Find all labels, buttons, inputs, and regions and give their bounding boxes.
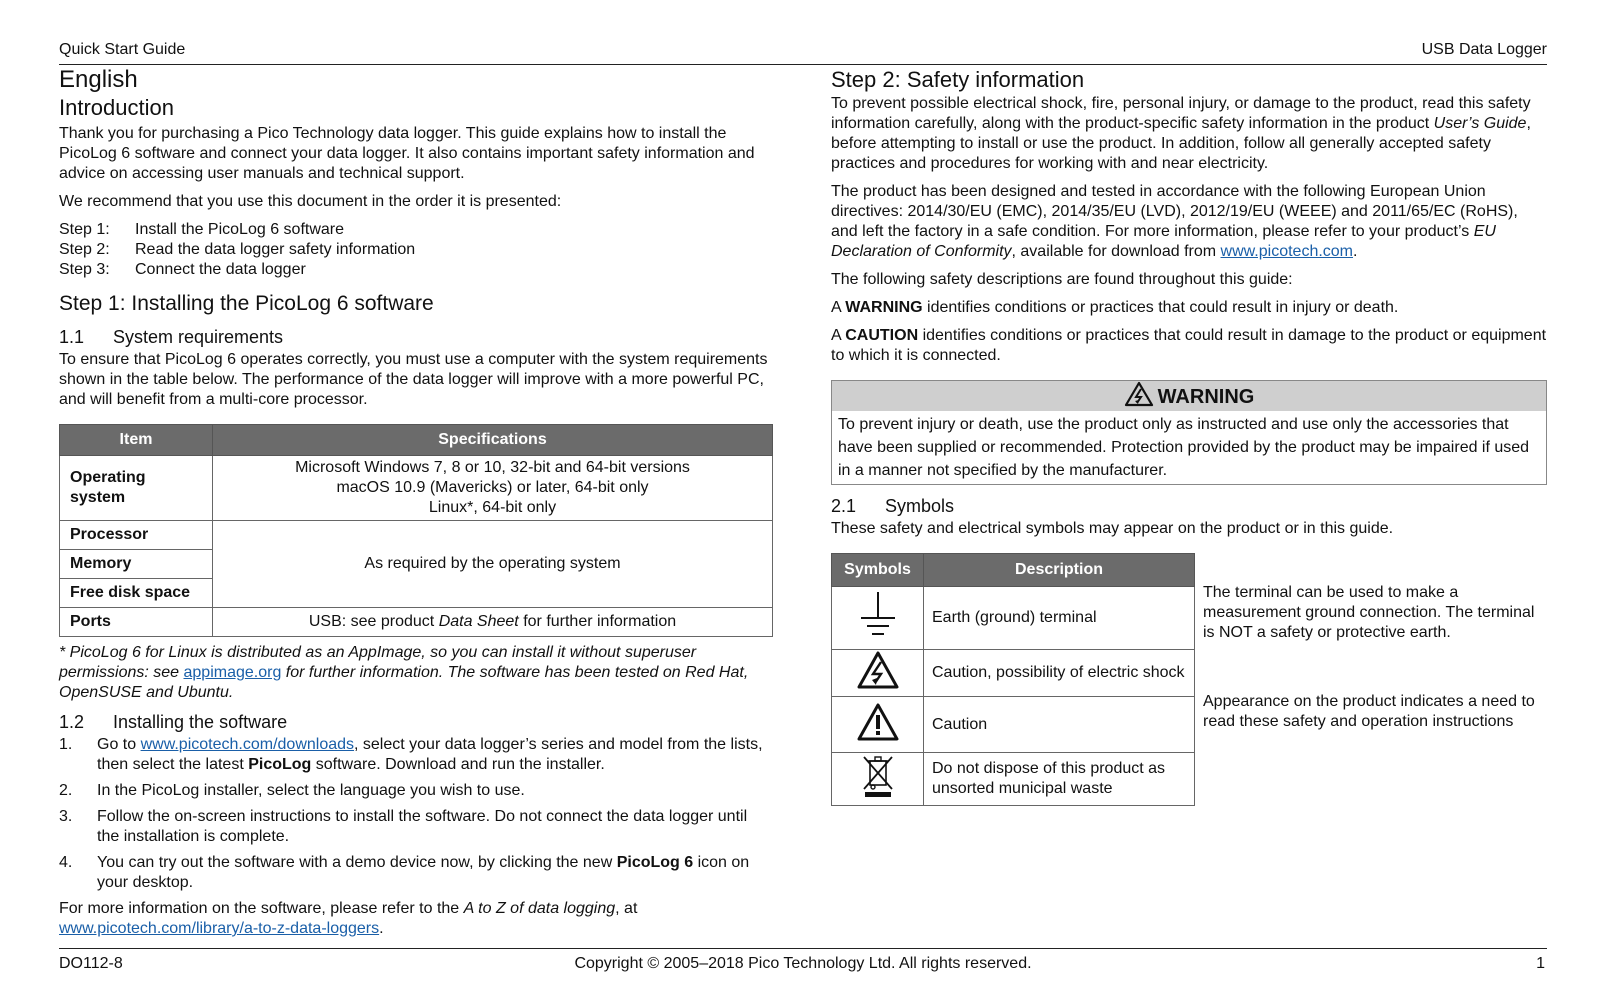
col-item: Item bbox=[60, 425, 213, 456]
earth-ground-icon bbox=[858, 590, 898, 640]
col-description: Description bbox=[924, 554, 1195, 587]
list-item: 2. In the PicoLog installer, select the language you wish to use. bbox=[59, 782, 525, 799]
left-column bbox=[59, 66, 773, 947]
sysreq-paragraph: To ensure that PicoLog 6 operates correctly, you must use a computer with the system requirements shown in the table below. The performance of the data logger will improve with a more powerful PC, and will benefit from a multi-core processor. bbox=[59, 351, 768, 408]
warning-text: To prevent injury or death, use the product only as instructed and use only the accessories that have been supplied or recommended. Protection provided by the product may be impaired if used in a manner not specified by the manufacturer. bbox=[838, 416, 1530, 479]
steps-list bbox=[59, 220, 773, 280]
caution-icon bbox=[856, 702, 900, 742]
weee-desc: Do not dispose of this product as unsorted municipal waste bbox=[924, 753, 1195, 806]
requirements-table bbox=[59, 424, 773, 637]
intro-heading: Introduction bbox=[59, 95, 174, 120]
caution-definition: A CAUTION identifies conditions or practices that could result in damage to the product or equipment to which it is connected. bbox=[831, 327, 1547, 364]
table-row bbox=[832, 587, 1195, 650]
list-item: 3. Follow the on-screen instructions to install the software. Do not connect the data logger until the installation is complete. bbox=[59, 808, 748, 845]
descriptions-paragraph: The following safety descriptions are found throughout this guide: bbox=[831, 271, 1293, 288]
table-row bbox=[832, 697, 1195, 753]
safety-paragraph: To prevent possible electrical shock, fire, personal injury, or damage to the product, read this safety information carefully, along with the product-specific safety information in the product User’s Guide, before attempting to install or use the product. In addition, follow all generally accepted safety practices and procedures for working with and near electricity. bbox=[831, 95, 1531, 172]
directives-paragraph: The product has been designed and tested in accordance with the following European Union directives: 2014/30/EU (EMC), 2014/35/EU (LVD), 2012/19/EU (WEEE) and 2011/65/EC (RoHS), and left the factory in a safe condition. For more information, please refer to your product’s EU Declaration of Conformity, available for download from www.picotech.com. bbox=[831, 183, 1518, 260]
os-spec: Microsoft Windows 7, 8 or 10, 32-bit and 64-bit versions macOS 10.9 (Mavericks) or later, 64-bit only Linux*, 64-bit only bbox=[213, 456, 773, 521]
warning-shock-icon bbox=[1124, 381, 1154, 407]
os-label: Operating system bbox=[60, 456, 213, 521]
electric-shock-icon bbox=[856, 650, 900, 690]
list-item: 1. Go to www.picotech.com/downloads, select your data logger’s series and model from the lists, then select the latest PicoLog software. Download and run the installer. bbox=[59, 736, 763, 773]
warning-box bbox=[831, 380, 1547, 485]
disk-label: Free disk space bbox=[60, 579, 213, 608]
page-header bbox=[59, 40, 1547, 65]
table-row bbox=[60, 608, 773, 637]
appimage-link[interactable]: appimage.org bbox=[183, 664, 282, 681]
warning-header: WARNING bbox=[832, 381, 1546, 411]
table-row bbox=[832, 650, 1195, 697]
symbols-paragraph: These safety and electrical symbols may appear on the product or in this guide. bbox=[831, 520, 1394, 537]
language-heading: English bbox=[59, 66, 138, 93]
as-required-cell: As required by the operating system bbox=[213, 521, 773, 608]
header-title: Quick Start Guide bbox=[59, 41, 186, 58]
doc-number: DO112-8 bbox=[59, 955, 123, 972]
warning-definition: A WARNING identifies conditions or practices that could result in injury or death. bbox=[831, 299, 1399, 316]
table-header-row bbox=[60, 425, 773, 456]
more-info-paragraph: For more information on the software, please refer to the A to Z of data logging, at www.picotech.com/library/a-to-z-data-loggers. bbox=[59, 900, 638, 937]
symbols-section bbox=[831, 553, 1547, 806]
symbols-table bbox=[831, 553, 1195, 806]
page-number: 1 bbox=[1536, 955, 1545, 972]
list-item: Step 3: Connect the data logger bbox=[59, 261, 306, 278]
col-spec: Specifications bbox=[213, 425, 773, 456]
list-item: 4. You can try out the software with a demo device now, by clicking the new PicoLog 6 icon on your desktop. bbox=[59, 854, 750, 891]
step2-heading: Step 2: Safety information bbox=[831, 67, 1085, 92]
install-heading: 1.2 Installing the software bbox=[59, 712, 288, 732]
table-row bbox=[60, 521, 773, 550]
list-item: Step 1: Install the PicoLog 6 software bbox=[59, 221, 345, 238]
symbols-heading: 2.1 Symbols bbox=[831, 496, 955, 516]
page-footer bbox=[59, 948, 1547, 977]
col-symbols: Symbols bbox=[832, 554, 924, 587]
picotech-link[interactable]: www.picotech.com bbox=[1220, 243, 1354, 260]
table-header-row bbox=[832, 554, 1195, 587]
install-steps bbox=[59, 735, 773, 893]
caution-desc: Caution bbox=[924, 697, 1195, 753]
copyright: Copyright © 2005–2018 Pico Technology Ltd. All rights reserved. bbox=[574, 955, 1032, 972]
ports-spec: USB: see product Data Sheet for further information bbox=[213, 608, 773, 637]
shock-desc: Caution, possibility of electric shock bbox=[924, 650, 1195, 697]
processor-label: Processor bbox=[60, 521, 213, 550]
table-row bbox=[832, 753, 1195, 806]
a-to-z-link[interactable]: www.picotech.com/library/a-to-z-data-loggers bbox=[59, 920, 380, 937]
linux-note: * PicoLog 6 for Linux is distributed as an AppImage, so you can install it without superuser permissions: see appimage.org for further information. The software has been tested on Red Hat, OpenSUSE and Ubuntu. bbox=[59, 644, 749, 701]
earth-desc: Earth (ground) terminal bbox=[924, 587, 1195, 650]
list-item: Step 2: Read the data logger safety information bbox=[59, 241, 416, 258]
step1-heading: Step 1: Installing the PicoLog 6 software bbox=[59, 292, 434, 315]
header-product: USB Data Logger bbox=[1421, 41, 1547, 58]
earth-note: The terminal can be used to make a measurement ground connection. The terminal is NOT a safety or protective earth. bbox=[1203, 584, 1535, 641]
order-paragraph: We recommend that you use this document in the order it is presented: bbox=[59, 193, 562, 210]
right-column bbox=[831, 66, 1547, 806]
weee-bin-icon bbox=[860, 753, 896, 799]
ports-label: Ports bbox=[60, 608, 213, 637]
downloads-link[interactable]: www.picotech.com/downloads bbox=[140, 736, 355, 753]
table-row bbox=[60, 456, 773, 521]
memory-label: Memory bbox=[60, 550, 213, 579]
intro-paragraph: Thank you for purchasing a Pico Technology data logger. This guide explains how to install the PicoLog 6 software and connect your data logger. It also contains important safety information and advice on accessing user manuals and technical support. bbox=[59, 125, 755, 182]
sysreq-heading: 1.1 System requirements bbox=[59, 327, 284, 347]
caution-note: Appearance on the product indicates a need to read these safety and operation instructions bbox=[1203, 693, 1535, 730]
